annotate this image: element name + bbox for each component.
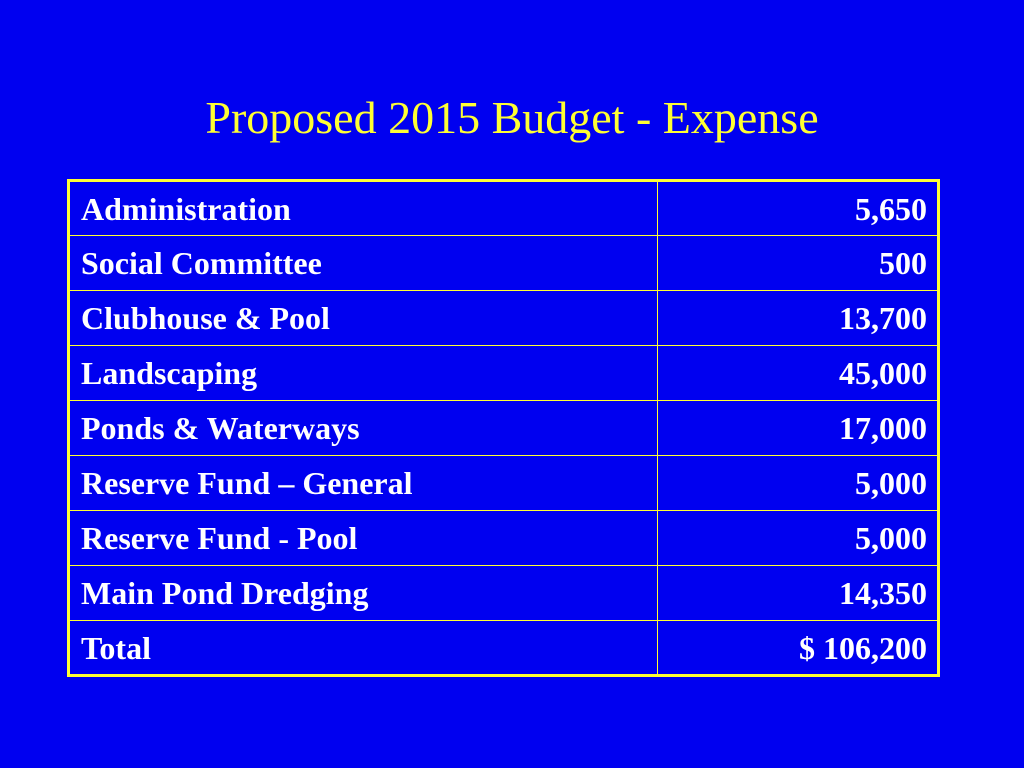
row-label: Administration xyxy=(69,181,658,236)
slide-title: Proposed 2015 Budget - Expense xyxy=(205,92,819,143)
table-row xyxy=(69,346,939,401)
row-amount: 45,000 xyxy=(658,346,939,401)
table-row xyxy=(69,401,939,456)
total-row xyxy=(69,621,939,676)
row-label: Landscaping xyxy=(69,346,658,401)
row-label: Clubhouse & Pool xyxy=(69,291,658,346)
row-label: Reserve Fund – General xyxy=(69,456,658,511)
row-amount: 14,350 xyxy=(658,566,939,621)
table-row xyxy=(69,456,939,511)
row-label: Main Pond Dredging xyxy=(69,566,658,621)
total-amount: $ 106,200 xyxy=(658,621,939,676)
row-label: Reserve Fund - Pool xyxy=(69,511,658,566)
table-row xyxy=(69,236,939,291)
row-amount: 5,000 xyxy=(658,456,939,511)
row-amount: 17,000 xyxy=(658,401,939,456)
row-amount: 13,700 xyxy=(658,291,939,346)
row-amount: 500 xyxy=(658,236,939,291)
table-row xyxy=(69,181,939,236)
table-row xyxy=(69,566,939,621)
row-amount: 5,000 xyxy=(658,511,939,566)
row-label: Social Committee xyxy=(69,236,658,291)
row-amount: 5,650 xyxy=(658,181,939,236)
table-row xyxy=(69,291,939,346)
table-row xyxy=(69,511,939,566)
total-label: Total xyxy=(69,621,658,676)
row-label: Ponds & Waterways xyxy=(69,401,658,456)
expense-table xyxy=(67,179,940,677)
